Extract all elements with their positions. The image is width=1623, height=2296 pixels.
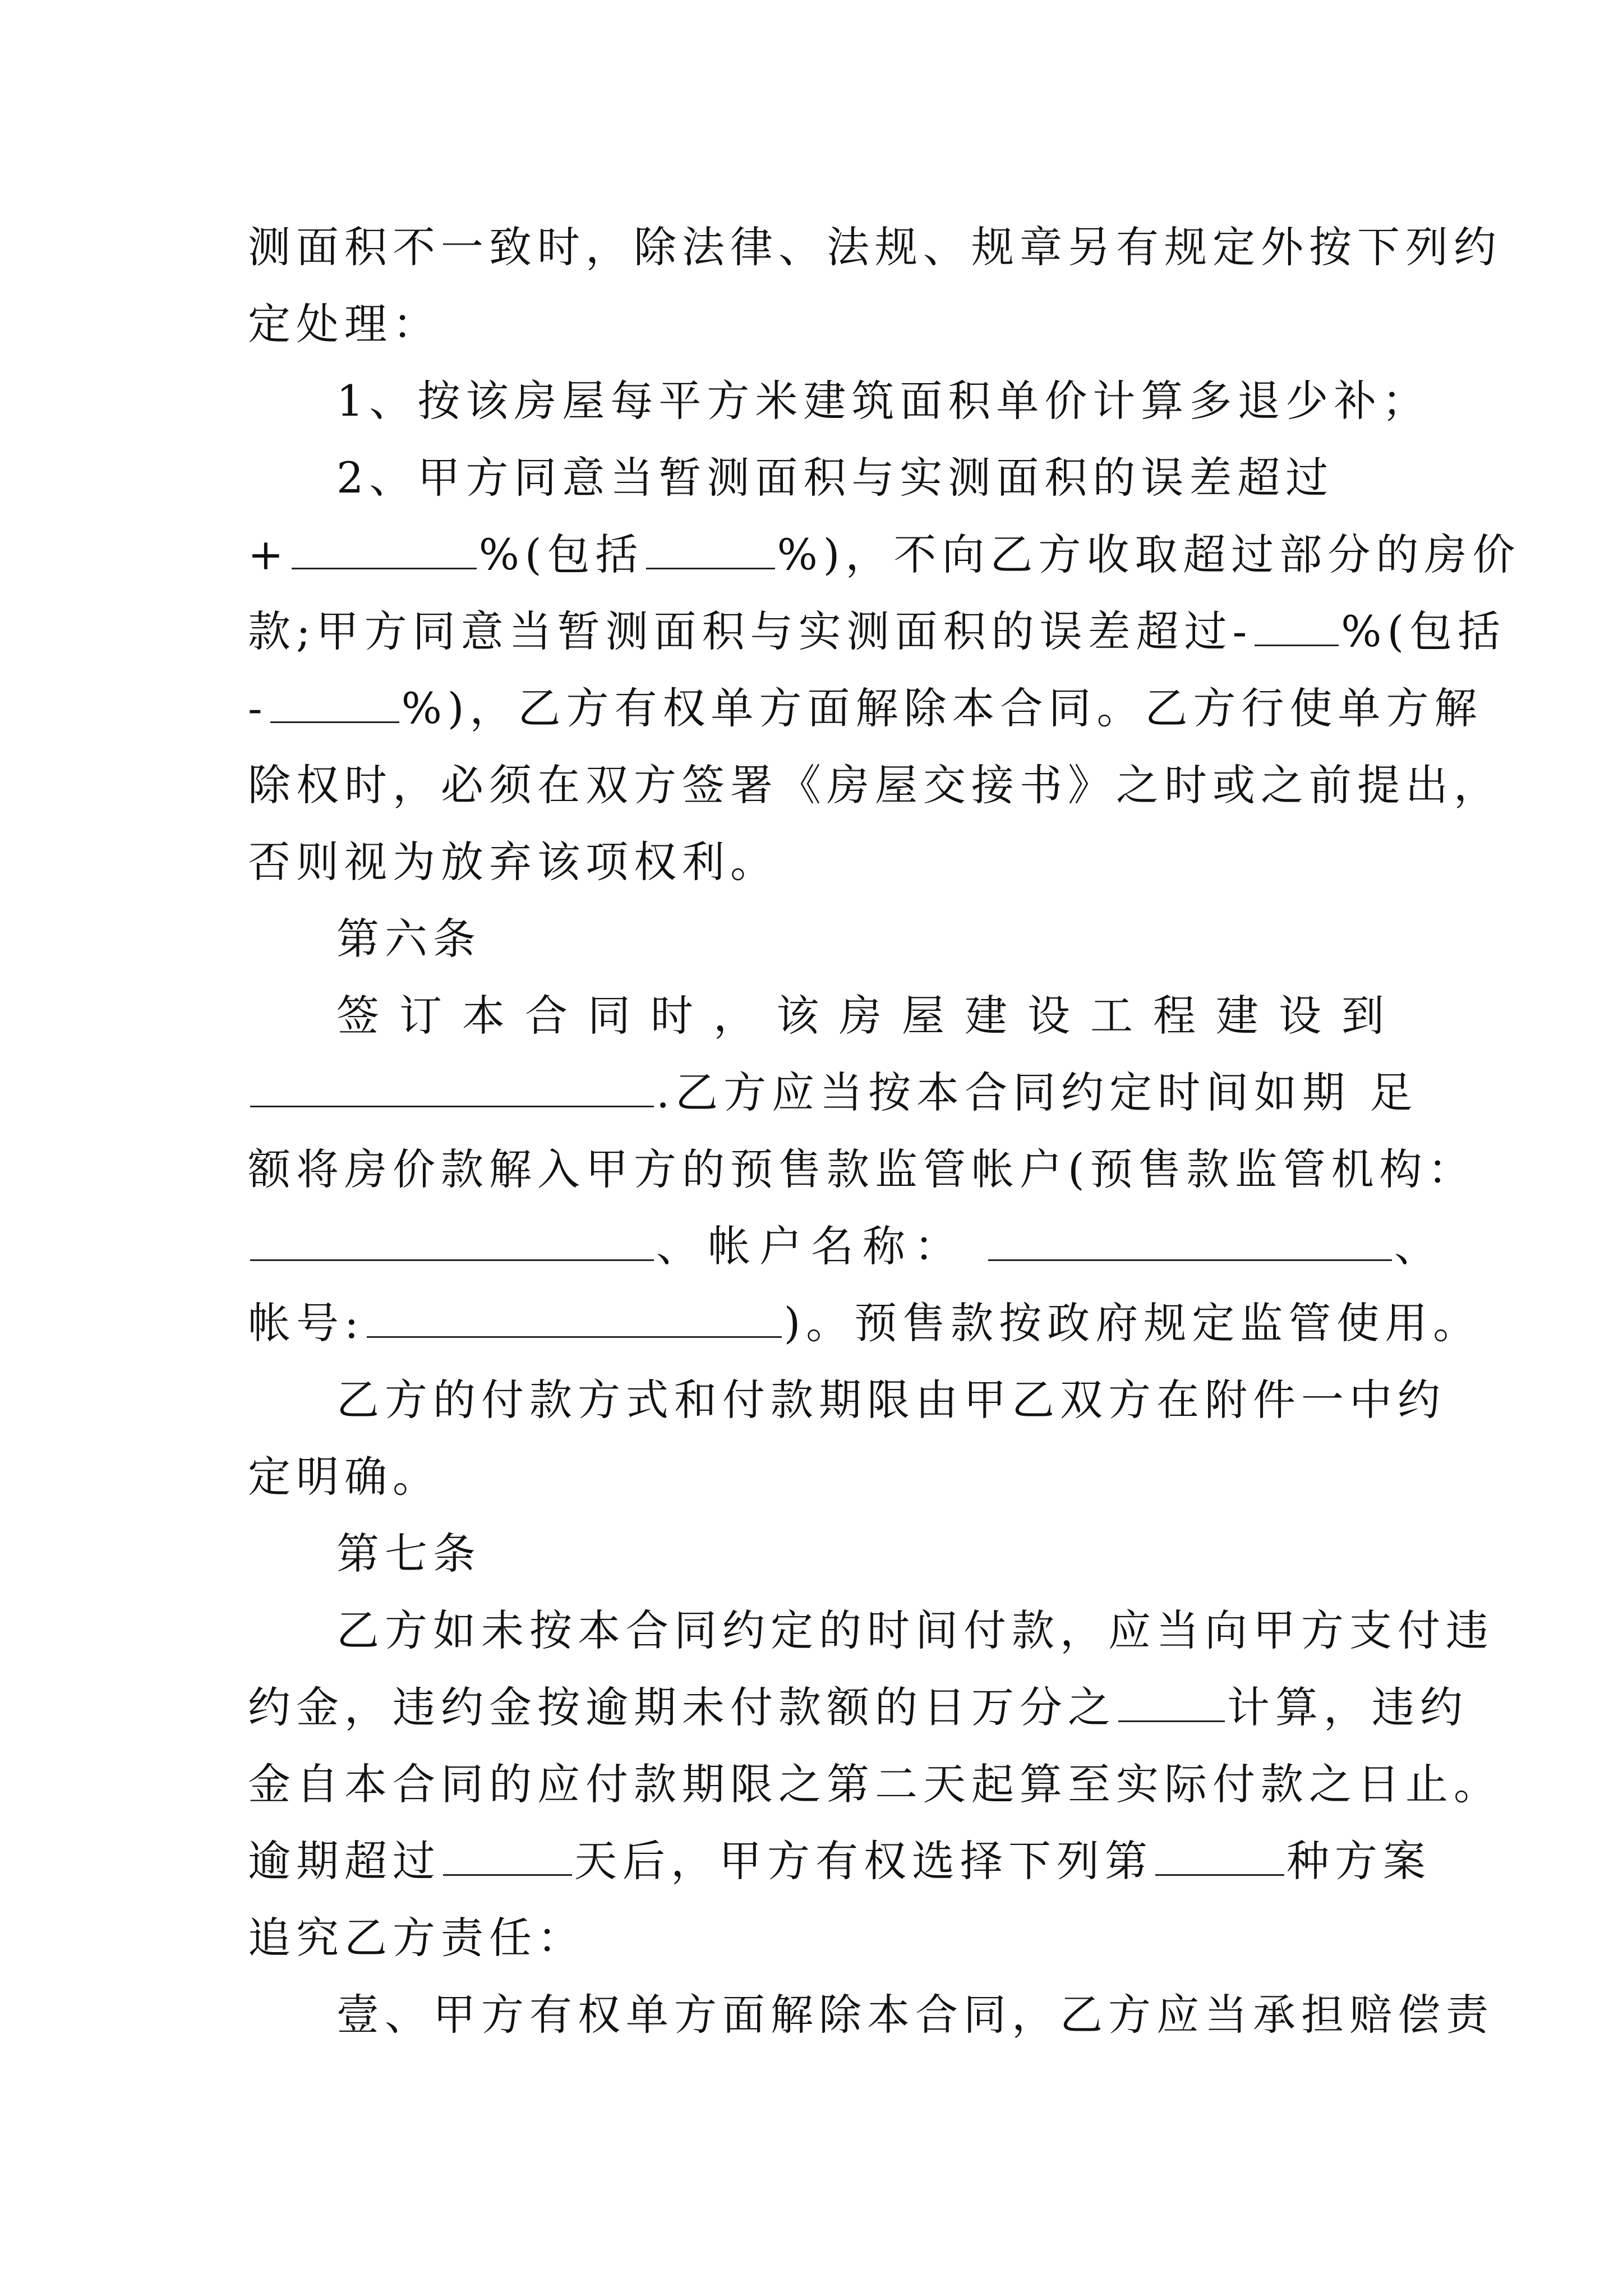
paragraph-line [248, 1054, 1418, 1131]
text-segment: 种方案 [1287, 1836, 1431, 1886]
paragraph-line [248, 593, 1506, 670]
paragraph-line [248, 1899, 1381, 1976]
text-segment: 1、按该房屋每平方米建筑面积单价计算多退少补； [336, 376, 1431, 426]
text-segment: 约金，违约金按逾期未付款额的日万分之 [248, 1682, 1116, 1732]
text-segment: 逾期超过 [248, 1836, 441, 1886]
text-segment: 计算，违约 [1227, 1682, 1468, 1732]
text-segment: %)，不向乙方收取超过部分的房价 [777, 530, 1521, 579]
text-segment: 天后，甲方有权选择下列第 [574, 1836, 1153, 1886]
text-segment: 测面积不一致时，除法律、法规、规章另有规定外按下列约 [248, 222, 1502, 272]
paragraph-line [248, 747, 1502, 823]
article-heading-7 [248, 1515, 1381, 1592]
paragraph-line [248, 1438, 1381, 1515]
blank-field[interactable] [270, 682, 399, 723]
minus-sign: - [248, 683, 268, 733]
blank-field[interactable] [646, 528, 775, 569]
clause-line-1 [248, 362, 1431, 439]
paragraph-line [248, 1669, 1468, 1746]
paragraph-line [248, 1285, 1482, 1361]
article-heading-6 [248, 900, 1381, 977]
blank-field[interactable] [988, 1220, 1392, 1261]
paragraph-line [248, 670, 1483, 747]
blank-field[interactable] [443, 1835, 572, 1876]
blank-field[interactable] [250, 1220, 654, 1261]
text-segment: 第七条 [336, 1529, 481, 1579]
text-segment: 否则视为放弃该项权利。 [248, 837, 778, 887]
paragraph-line [248, 1976, 1494, 2053]
text-segment: 2、甲方同意当暂测面积与实测面积的误差超过 [336, 453, 1334, 503]
paragraph-line [248, 1208, 1442, 1285]
text-segment: 第六条 [336, 914, 481, 964]
blank-field[interactable] [1155, 1835, 1284, 1876]
text-segment: %(包括 [1341, 606, 1506, 656]
text-segment: .乙方应当按本合同约定时间如期 足 [656, 1068, 1418, 1117]
paragraph-line [248, 1361, 1446, 1438]
document-body [248, 209, 1521, 2053]
blank-field[interactable] [292, 528, 477, 569]
text-segment: 、帐户名称： [656, 1221, 966, 1271]
paragraph-line [248, 516, 1521, 593]
text-segment: 帐号: [248, 1298, 365, 1348]
text-segment: %)，乙方有权单方面解除本合同。乙方行使单方解 [401, 683, 1483, 733]
text-segment: 壹、甲方有权单方面解除本合同，乙方应当承担赔偿责 [336, 1990, 1494, 2040]
blank-field[interactable] [1255, 605, 1339, 646]
blank-field[interactable] [250, 1066, 654, 1107]
paragraph-line [248, 286, 1381, 362]
text-segment: 额将房价款解入甲方的预售款监管帐户(预售款监管机构： [248, 1144, 1476, 1194]
paragraph-line [248, 1592, 1494, 1669]
text-segment: 金自本合同的应付款期限之第二天起算至实际付款之日止。 [248, 1759, 1502, 1809]
text-segment: 、 [1394, 1221, 1442, 1271]
text-segment: %(包括 [478, 530, 644, 579]
clause-line-2 [248, 439, 1381, 516]
text-segment: 除权时，必须在双方签署《房屋交接书》之时或之前提出， [248, 760, 1502, 810]
paragraph-line [248, 823, 1381, 900]
text-segment: 定明确。 [248, 1452, 441, 1502]
text-segment: 乙方如未按本合同约定的时间付款，应当向甲方支付违 [336, 1605, 1494, 1655]
text-segment: )。预售款按政府规定监管使用。 [783, 1298, 1482, 1348]
blank-field[interactable] [367, 1297, 782, 1338]
paragraph-line [248, 1823, 1431, 1899]
blank-field[interactable] [1118, 1681, 1225, 1722]
paragraph-line [248, 1746, 1502, 1823]
text-segment: 定处理： [248, 299, 441, 349]
text-segment: 乙方的付款方式和付款期限由甲乙双方在附件一中约 [336, 1375, 1446, 1425]
paragraph-line [248, 209, 1502, 286]
paragraph-line [248, 977, 1404, 1054]
plus-sign: + [248, 530, 289, 579]
paragraph-line [248, 1131, 1476, 1208]
text-segment: 款;甲方同意当暂测面积与实测面积的误差超过- [248, 606, 1253, 656]
text-segment: 签订本合同时，该房屋建设工程建设到 [336, 991, 1404, 1041]
text-segment: 追究乙方责任： [248, 1913, 585, 1963]
